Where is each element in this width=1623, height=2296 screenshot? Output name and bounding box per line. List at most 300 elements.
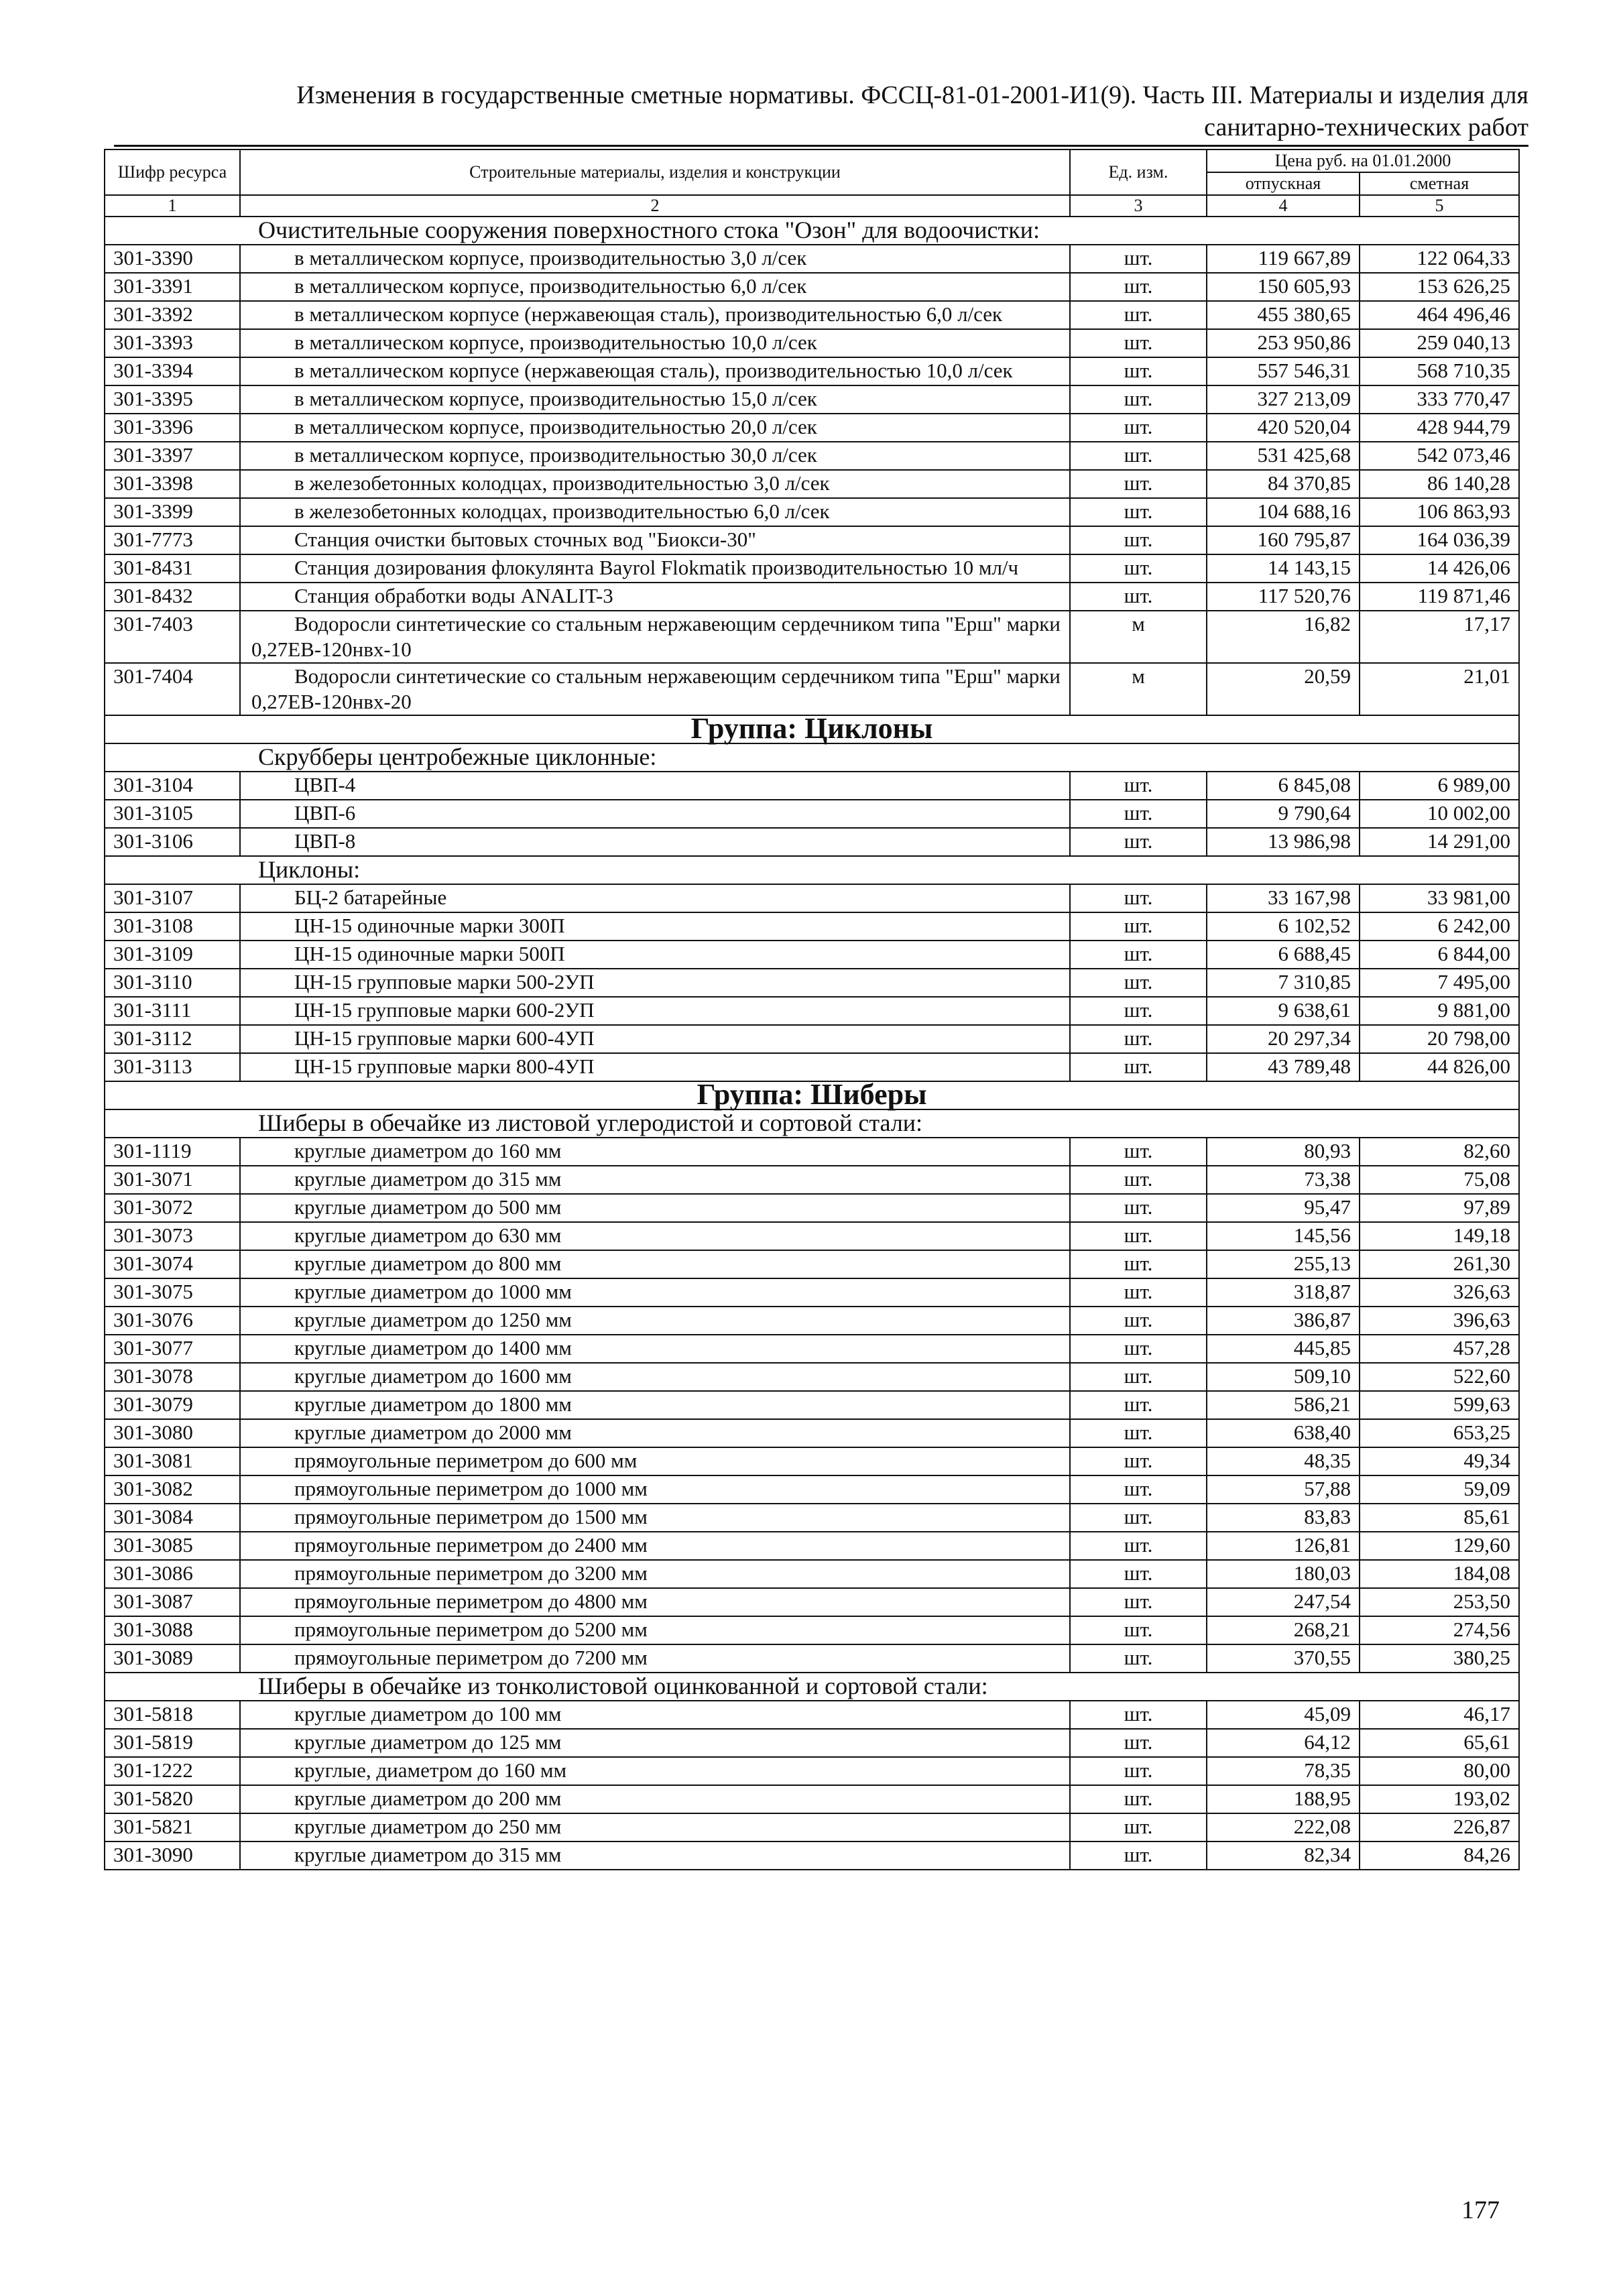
material-name: ЦН-15 одиночные марки 300П xyxy=(240,912,1070,941)
table-row xyxy=(105,357,1519,385)
wholesale-price: 268,21 xyxy=(1207,1616,1360,1644)
wholesale-price: 84 370,85 xyxy=(1207,470,1360,498)
estimate-price: 6 844,00 xyxy=(1360,941,1519,969)
resource-code: 301-7773 xyxy=(105,526,240,554)
table-row xyxy=(105,663,1519,715)
unit-of-measure: шт. xyxy=(1070,1841,1207,1870)
subgroup-heading: Очистительные сооружения поверхностного стока "Озон" для водоочистки: xyxy=(105,217,1519,245)
resource-code: 301-3081 xyxy=(105,1447,240,1475)
unit-of-measure: шт. xyxy=(1070,1391,1207,1419)
material-name: прямоугольные периметром до 5200 мм xyxy=(240,1616,1070,1644)
resource-code: 301-3109 xyxy=(105,941,240,969)
material-name: ЦВП-6 xyxy=(240,800,1070,828)
subgroup-heading: Шиберы в обечайке из тонколистовой оцинкованной и сортовой стали: xyxy=(105,1673,1519,1701)
table-row xyxy=(105,1391,1519,1419)
group-heading: Группа: Шиберы xyxy=(105,1081,1519,1109)
resource-code: 301-3088 xyxy=(105,1616,240,1644)
material-name: БЦ-2 батарейные xyxy=(240,884,1070,912)
header-title-line-1: Изменения в государственные сметные нормативы. ФССЦ-81-01-2001-И1(9). Часть III. Материалы и изделия для xyxy=(296,81,1528,109)
table-row xyxy=(105,912,1519,941)
unit-of-measure: шт. xyxy=(1070,1616,1207,1644)
wholesale-price: 586,21 xyxy=(1207,1391,1360,1419)
subgroup-heading-row xyxy=(105,217,1519,245)
wholesale-price: 327 213,09 xyxy=(1207,385,1360,414)
table-row xyxy=(105,1419,1519,1447)
table-row xyxy=(105,1644,1519,1673)
column-number: 4 xyxy=(1207,195,1360,217)
estimate-price: 464 496,46 xyxy=(1360,301,1519,329)
resource-code: 301-3106 xyxy=(105,828,240,856)
resource-code: 301-3084 xyxy=(105,1504,240,1532)
table-row xyxy=(105,1307,1519,1335)
estimate-price: 6 242,00 xyxy=(1360,912,1519,941)
estimate-price: 396,63 xyxy=(1360,1307,1519,1335)
table-row xyxy=(105,884,1519,912)
table-row xyxy=(105,554,1519,583)
estimate-price: 119 871,46 xyxy=(1360,583,1519,611)
material-name: ЦН-15 групповые марки 600-2УП xyxy=(240,997,1070,1025)
unit-of-measure: шт. xyxy=(1070,1166,1207,1194)
wholesale-price: 9 790,64 xyxy=(1207,800,1360,828)
estimate-price: 82,60 xyxy=(1360,1138,1519,1166)
table-row xyxy=(105,997,1519,1025)
estimate-price: 542 073,46 xyxy=(1360,442,1519,470)
material-name: круглые диаметром до 800 мм xyxy=(240,1250,1070,1278)
resource-code: 301-1119 xyxy=(105,1138,240,1166)
page-number: 177 xyxy=(1461,2196,1500,2224)
estimate-price: 85,61 xyxy=(1360,1504,1519,1532)
subgroup-heading-row xyxy=(105,1673,1519,1701)
table-row xyxy=(105,1757,1519,1785)
unit-of-measure: шт. xyxy=(1070,357,1207,385)
material-name: круглые диаметром до 160 мм xyxy=(240,1138,1070,1166)
wholesale-price: 126,81 xyxy=(1207,1532,1360,1560)
wholesale-price: 95,47 xyxy=(1207,1194,1360,1222)
unit-of-measure: шт. xyxy=(1070,1757,1207,1785)
unit-of-measure: шт. xyxy=(1070,1419,1207,1447)
material-name: круглые диаметром до 1250 мм xyxy=(240,1307,1070,1335)
table-row xyxy=(105,1616,1519,1644)
resource-code: 301-3108 xyxy=(105,912,240,941)
unit-of-measure: шт. xyxy=(1070,884,1207,912)
material-name: в железобетонных колодцах, производительностью 3,0 л/сек xyxy=(240,470,1070,498)
unit-of-measure: шт. xyxy=(1070,828,1207,856)
estimate-price: 253,50 xyxy=(1360,1588,1519,1616)
material-name: круглые, диаметром до 160 мм xyxy=(240,1757,1070,1785)
resource-code: 301-3086 xyxy=(105,1560,240,1588)
subgroup-heading: Циклоны: xyxy=(105,856,1519,884)
material-name: круглые диаметром до 200 мм xyxy=(240,1785,1070,1813)
estimate-price: 59,09 xyxy=(1360,1475,1519,1504)
table-row xyxy=(105,1701,1519,1729)
resource-code: 301-5821 xyxy=(105,1813,240,1841)
header-title-line-2: санитарно-технических работ xyxy=(1204,113,1528,141)
subgroup-heading-row xyxy=(105,1109,1519,1138)
resource-code: 301-7404 xyxy=(105,663,240,715)
resource-code: 301-3107 xyxy=(105,884,240,912)
estimate-price: 149,18 xyxy=(1360,1222,1519,1250)
table-row xyxy=(105,1588,1519,1616)
estimate-price: 10 002,00 xyxy=(1360,800,1519,828)
unit-of-measure: шт. xyxy=(1070,1785,1207,1813)
material-name: прямоугольные периметром до 1000 мм xyxy=(240,1475,1070,1504)
material-name: в металлическом корпусе, производительностью 6,0 л/сек xyxy=(240,273,1070,301)
unit-of-measure: шт. xyxy=(1070,245,1207,273)
wholesale-price: 45,09 xyxy=(1207,1701,1360,1729)
unit-of-measure: шт. xyxy=(1070,1532,1207,1560)
table-row xyxy=(105,442,1519,470)
resource-code: 301-3394 xyxy=(105,357,240,385)
table-row xyxy=(105,526,1519,554)
resource-code: 301-3090 xyxy=(105,1841,240,1870)
estimate-price: 274,56 xyxy=(1360,1616,1519,1644)
wholesale-price: 180,03 xyxy=(1207,1560,1360,1588)
unit-of-measure: шт. xyxy=(1070,442,1207,470)
column-number: 2 xyxy=(240,195,1070,217)
unit-of-measure: шт. xyxy=(1070,1729,1207,1757)
resource-code: 301-3397 xyxy=(105,442,240,470)
table-row xyxy=(105,1250,1519,1278)
resource-code: 301-3390 xyxy=(105,245,240,273)
unit-of-measure: шт. xyxy=(1070,498,1207,526)
unit-of-measure: шт. xyxy=(1070,1250,1207,1278)
wholesale-price: 455 380,65 xyxy=(1207,301,1360,329)
estimate-price: 33 981,00 xyxy=(1360,884,1519,912)
wholesale-price: 6 688,45 xyxy=(1207,941,1360,969)
wholesale-price: 20,59 xyxy=(1207,663,1360,715)
table-header xyxy=(105,149,1519,217)
subgroup-heading-row xyxy=(105,856,1519,884)
material-name: круглые диаметром до 1000 мм xyxy=(240,1278,1070,1307)
wholesale-price: 445,85 xyxy=(1207,1335,1360,1363)
resource-code: 301-3087 xyxy=(105,1588,240,1616)
wholesale-price: 16,82 xyxy=(1207,611,1360,663)
wholesale-price: 83,83 xyxy=(1207,1504,1360,1532)
wholesale-price: 253 950,86 xyxy=(1207,329,1360,357)
resource-code: 301-8431 xyxy=(105,554,240,583)
unit-of-measure: шт. xyxy=(1070,1475,1207,1504)
table-row xyxy=(105,329,1519,357)
unit-of-measure: шт. xyxy=(1070,1813,1207,1841)
resource-code: 301-3104 xyxy=(105,772,240,800)
estimate-price: 97,89 xyxy=(1360,1194,1519,1222)
estimate-price: 46,17 xyxy=(1360,1701,1519,1729)
estimate-price: 86 140,28 xyxy=(1360,470,1519,498)
resource-code: 301-3089 xyxy=(105,1644,240,1673)
unit-of-measure: шт. xyxy=(1070,969,1207,997)
unit-of-measure: шт. xyxy=(1070,1644,1207,1673)
table-row xyxy=(105,1729,1519,1757)
wholesale-price: 82,34 xyxy=(1207,1841,1360,1870)
table-row xyxy=(105,1504,1519,1532)
unit-of-measure: шт. xyxy=(1070,329,1207,357)
resource-code: 301-5820 xyxy=(105,1785,240,1813)
material-name: круглые диаметром до 315 мм xyxy=(240,1166,1070,1194)
table-row xyxy=(105,941,1519,969)
unit-of-measure: шт. xyxy=(1070,470,1207,498)
material-name: ЦН-15 одиночные марки 500П xyxy=(240,941,1070,969)
material-name: круглые диаметром до 315 мм xyxy=(240,1841,1070,1870)
column-header-code: Шифр ресурса xyxy=(105,149,240,195)
table-row xyxy=(105,800,1519,828)
estimate-price: 153 626,25 xyxy=(1360,273,1519,301)
resource-code: 301-3072 xyxy=(105,1194,240,1222)
unit-of-measure: шт. xyxy=(1070,554,1207,583)
price-table xyxy=(104,149,1520,1870)
wholesale-price: 188,95 xyxy=(1207,1785,1360,1813)
table-row xyxy=(105,1560,1519,1588)
material-name: в металлическом корпусе (нержавеющая сталь), производительностью 10,0 л/сек xyxy=(240,357,1070,385)
column-header-price: Цена руб. на 01.01.2000 xyxy=(1207,149,1519,172)
material-name: круглые диаметром до 1800 мм xyxy=(240,1391,1070,1419)
unit-of-measure: шт. xyxy=(1070,1025,1207,1053)
wholesale-price: 638,40 xyxy=(1207,1419,1360,1447)
resource-code: 301-3393 xyxy=(105,329,240,357)
wholesale-price: 43 789,48 xyxy=(1207,1053,1360,1081)
estimate-price: 80,00 xyxy=(1360,1757,1519,1785)
wholesale-price: 255,13 xyxy=(1207,1250,1360,1278)
estimate-price: 457,28 xyxy=(1360,1335,1519,1363)
material-name: прямоугольные периметром до 2400 мм xyxy=(240,1532,1070,1560)
estimate-price: 599,63 xyxy=(1360,1391,1519,1419)
resource-code: 301-3073 xyxy=(105,1222,240,1250)
estimate-price: 380,25 xyxy=(1360,1644,1519,1673)
unit-of-measure: шт. xyxy=(1070,385,1207,414)
wholesale-price: 48,35 xyxy=(1207,1447,1360,1475)
estimate-price: 106 863,93 xyxy=(1360,498,1519,526)
table-row xyxy=(105,1166,1519,1194)
unit-of-measure: шт. xyxy=(1070,1447,1207,1475)
material-name: круглые диаметром до 1600 мм xyxy=(240,1363,1070,1391)
estimate-price: 65,61 xyxy=(1360,1729,1519,1757)
wholesale-price: 9 638,61 xyxy=(1207,997,1360,1025)
material-name: прямоугольные периметром до 7200 мм xyxy=(240,1644,1070,1673)
table-row xyxy=(105,414,1519,442)
wholesale-price: 80,93 xyxy=(1207,1138,1360,1166)
estimate-price: 261,30 xyxy=(1360,1250,1519,1278)
wholesale-price: 318,87 xyxy=(1207,1278,1360,1307)
wholesale-price: 64,12 xyxy=(1207,1729,1360,1757)
wholesale-price: 386,87 xyxy=(1207,1307,1360,1335)
estimate-price: 193,02 xyxy=(1360,1785,1519,1813)
wholesale-price: 7 310,85 xyxy=(1207,969,1360,997)
resource-code: 301-3111 xyxy=(105,997,240,1025)
resource-code: 301-3399 xyxy=(105,498,240,526)
unit-of-measure: шт. xyxy=(1070,1053,1207,1081)
unit-of-measure: шт. xyxy=(1070,941,1207,969)
table-row xyxy=(105,470,1519,498)
material-name: прямоугольные периметром до 4800 мм xyxy=(240,1588,1070,1616)
resource-code: 301-3071 xyxy=(105,1166,240,1194)
estimate-price: 7 495,00 xyxy=(1360,969,1519,997)
column-header-unit: Ед. изм. xyxy=(1070,149,1207,195)
material-name: в металлическом корпусе, производительностью 20,0 л/сек xyxy=(240,414,1070,442)
table-row xyxy=(105,1532,1519,1560)
table-row xyxy=(105,969,1519,997)
resource-code: 301-3391 xyxy=(105,273,240,301)
unit-of-measure: шт. xyxy=(1070,912,1207,941)
material-name: Станция очистки бытовых сточных вод "Биокси-30" xyxy=(240,526,1070,554)
unit-of-measure: шт. xyxy=(1070,526,1207,554)
resource-code: 301-3113 xyxy=(105,1053,240,1081)
table-row xyxy=(105,1475,1519,1504)
unit-of-measure: шт. xyxy=(1070,301,1207,329)
estimate-price: 653,25 xyxy=(1360,1419,1519,1447)
column-number: 3 xyxy=(1070,195,1207,217)
wholesale-price: 57,88 xyxy=(1207,1475,1360,1504)
estimate-price: 522,60 xyxy=(1360,1363,1519,1391)
unit-of-measure: шт. xyxy=(1070,273,1207,301)
table-row xyxy=(105,1447,1519,1475)
unit-of-measure: шт. xyxy=(1070,1504,1207,1532)
wholesale-price: 119 667,89 xyxy=(1207,245,1360,273)
estimate-price: 164 036,39 xyxy=(1360,526,1519,554)
wholesale-price: 104 688,16 xyxy=(1207,498,1360,526)
resource-code: 301-3396 xyxy=(105,414,240,442)
resource-code: 301-5818 xyxy=(105,1701,240,1729)
table-row xyxy=(105,583,1519,611)
table-row xyxy=(105,385,1519,414)
resource-code: 301-3392 xyxy=(105,301,240,329)
estimate-price: 84,26 xyxy=(1360,1841,1519,1870)
unit-of-measure: шт. xyxy=(1070,1194,1207,1222)
material-name: прямоугольные периметром до 1500 мм xyxy=(240,1504,1070,1532)
table-row xyxy=(105,245,1519,273)
estimate-price: 184,08 xyxy=(1360,1560,1519,1588)
subgroup-heading-row xyxy=(105,743,1519,772)
resource-code: 301-5819 xyxy=(105,1729,240,1757)
wholesale-price: 33 167,98 xyxy=(1207,884,1360,912)
table-row xyxy=(105,1138,1519,1166)
estimate-price: 333 770,47 xyxy=(1360,385,1519,414)
estimate-price: 49,34 xyxy=(1360,1447,1519,1475)
resource-code: 301-1222 xyxy=(105,1757,240,1785)
material-name: ЦВП-4 xyxy=(240,772,1070,800)
material-name: Станция дозирования флокулянта Bayrol Flokmatik производительностью 10 мл/ч xyxy=(240,554,1070,583)
wholesale-price: 73,38 xyxy=(1207,1166,1360,1194)
material-name: прямоугольные периметром до 3200 мм xyxy=(240,1560,1070,1588)
material-name: ЦН-15 групповые марки 800-4УП xyxy=(240,1053,1070,1081)
estimate-price: 226,87 xyxy=(1360,1813,1519,1841)
table-row xyxy=(105,1813,1519,1841)
wholesale-price: 145,56 xyxy=(1207,1222,1360,1250)
resource-code: 301-3078 xyxy=(105,1363,240,1391)
table-row xyxy=(105,611,1519,663)
table-row xyxy=(105,1053,1519,1081)
table-row xyxy=(105,301,1519,329)
group-heading-row xyxy=(105,715,1519,743)
material-name: в металлическом корпусе, производительностью 10,0 л/сек xyxy=(240,329,1070,357)
resource-code: 301-3076 xyxy=(105,1307,240,1335)
column-header-estimate: сметная xyxy=(1360,172,1519,195)
material-name: Водоросли синтетические со стальным нержавеющим сердечником типа "Ерш" марки 0,27ЕВ-120нвх-20 xyxy=(240,663,1070,715)
column-number: 5 xyxy=(1360,195,1519,217)
unit-of-measure: шт. xyxy=(1070,800,1207,828)
resource-code: 301-3112 xyxy=(105,1025,240,1053)
material-name: ЦН-15 групповые марки 500-2УП xyxy=(240,969,1070,997)
table-row xyxy=(105,1363,1519,1391)
estimate-price: 6 989,00 xyxy=(1360,772,1519,800)
material-name: круглые диаметром до 2000 мм xyxy=(240,1419,1070,1447)
resource-code: 301-3077 xyxy=(105,1335,240,1363)
subgroup-heading: Скрубберы центробежные циклонные: xyxy=(105,743,1519,772)
unit-of-measure: шт. xyxy=(1070,1138,1207,1166)
wholesale-price: 6 845,08 xyxy=(1207,772,1360,800)
resource-code: 301-3398 xyxy=(105,470,240,498)
wholesale-price: 13 986,98 xyxy=(1207,828,1360,856)
column-number-row xyxy=(105,195,1519,217)
material-name: в металлическом корпусе, производительностью 3,0 л/сек xyxy=(240,245,1070,273)
resource-code: 301-3395 xyxy=(105,385,240,414)
resource-code: 301-3074 xyxy=(105,1250,240,1278)
unit-of-measure: шт. xyxy=(1070,772,1207,800)
wholesale-price: 531 425,68 xyxy=(1207,442,1360,470)
estimate-price: 428 944,79 xyxy=(1360,414,1519,442)
resource-code: 301-3079 xyxy=(105,1391,240,1419)
unit-of-measure: шт. xyxy=(1070,1222,1207,1250)
wholesale-price: 160 795,87 xyxy=(1207,526,1360,554)
resource-code: 301-7403 xyxy=(105,611,240,663)
table-row xyxy=(105,1335,1519,1363)
material-name: ЦН-15 групповые марки 600-4УП xyxy=(240,1025,1070,1053)
material-name: в металлическом корпусе, производительностью 15,0 л/сек xyxy=(240,385,1070,414)
resource-code: 301-3080 xyxy=(105,1419,240,1447)
table-body xyxy=(105,217,1519,1870)
estimate-price: 14 426,06 xyxy=(1360,554,1519,583)
estimate-price: 44 826,00 xyxy=(1360,1053,1519,1081)
unit-of-measure: м xyxy=(1070,611,1207,663)
wholesale-price: 14 143,15 xyxy=(1207,554,1360,583)
wholesale-price: 20 297,34 xyxy=(1207,1025,1360,1053)
table-row xyxy=(105,273,1519,301)
table-row xyxy=(105,1194,1519,1222)
wholesale-price: 6 102,52 xyxy=(1207,912,1360,941)
unit-of-measure: шт. xyxy=(1070,997,1207,1025)
wholesale-price: 370,55 xyxy=(1207,1644,1360,1673)
estimate-price: 20 798,00 xyxy=(1360,1025,1519,1053)
estimate-price: 129,60 xyxy=(1360,1532,1519,1560)
resource-code: 301-3082 xyxy=(105,1475,240,1504)
wholesale-price: 509,10 xyxy=(1207,1363,1360,1391)
material-name: круглые диаметром до 630 мм xyxy=(240,1222,1070,1250)
table-row xyxy=(105,498,1519,526)
header-rule xyxy=(114,145,1528,147)
estimate-price: 259 040,13 xyxy=(1360,329,1519,357)
wholesale-price: 117 520,76 xyxy=(1207,583,1360,611)
unit-of-measure: шт. xyxy=(1070,1363,1207,1391)
table-row xyxy=(105,1025,1519,1053)
unit-of-measure: шт. xyxy=(1070,1560,1207,1588)
table-row xyxy=(105,828,1519,856)
table-row xyxy=(105,1785,1519,1813)
material-name: в металлическом корпусе (нержавеющая сталь), производительностью 6,0 л/сек xyxy=(240,301,1070,329)
wholesale-price: 222,08 xyxy=(1207,1813,1360,1841)
estimate-price: 14 291,00 xyxy=(1360,828,1519,856)
wholesale-price: 150 605,93 xyxy=(1207,273,1360,301)
wholesale-price: 247,54 xyxy=(1207,1588,1360,1616)
estimate-price: 122 064,33 xyxy=(1360,245,1519,273)
material-name: круглые диаметром до 250 мм xyxy=(240,1813,1070,1841)
unit-of-measure: шт. xyxy=(1070,583,1207,611)
unit-of-measure: шт. xyxy=(1070,414,1207,442)
estimate-price: 568 710,35 xyxy=(1360,357,1519,385)
wholesale-price: 557 546,31 xyxy=(1207,357,1360,385)
material-name: Станция обработки воды ANALIT-3 xyxy=(240,583,1070,611)
table-row xyxy=(105,1278,1519,1307)
material-name: круглые диаметром до 125 мм xyxy=(240,1729,1070,1757)
resource-code: 301-3105 xyxy=(105,800,240,828)
material-name: в железобетонных колодцах, производительностью 6,0 л/сек xyxy=(240,498,1070,526)
